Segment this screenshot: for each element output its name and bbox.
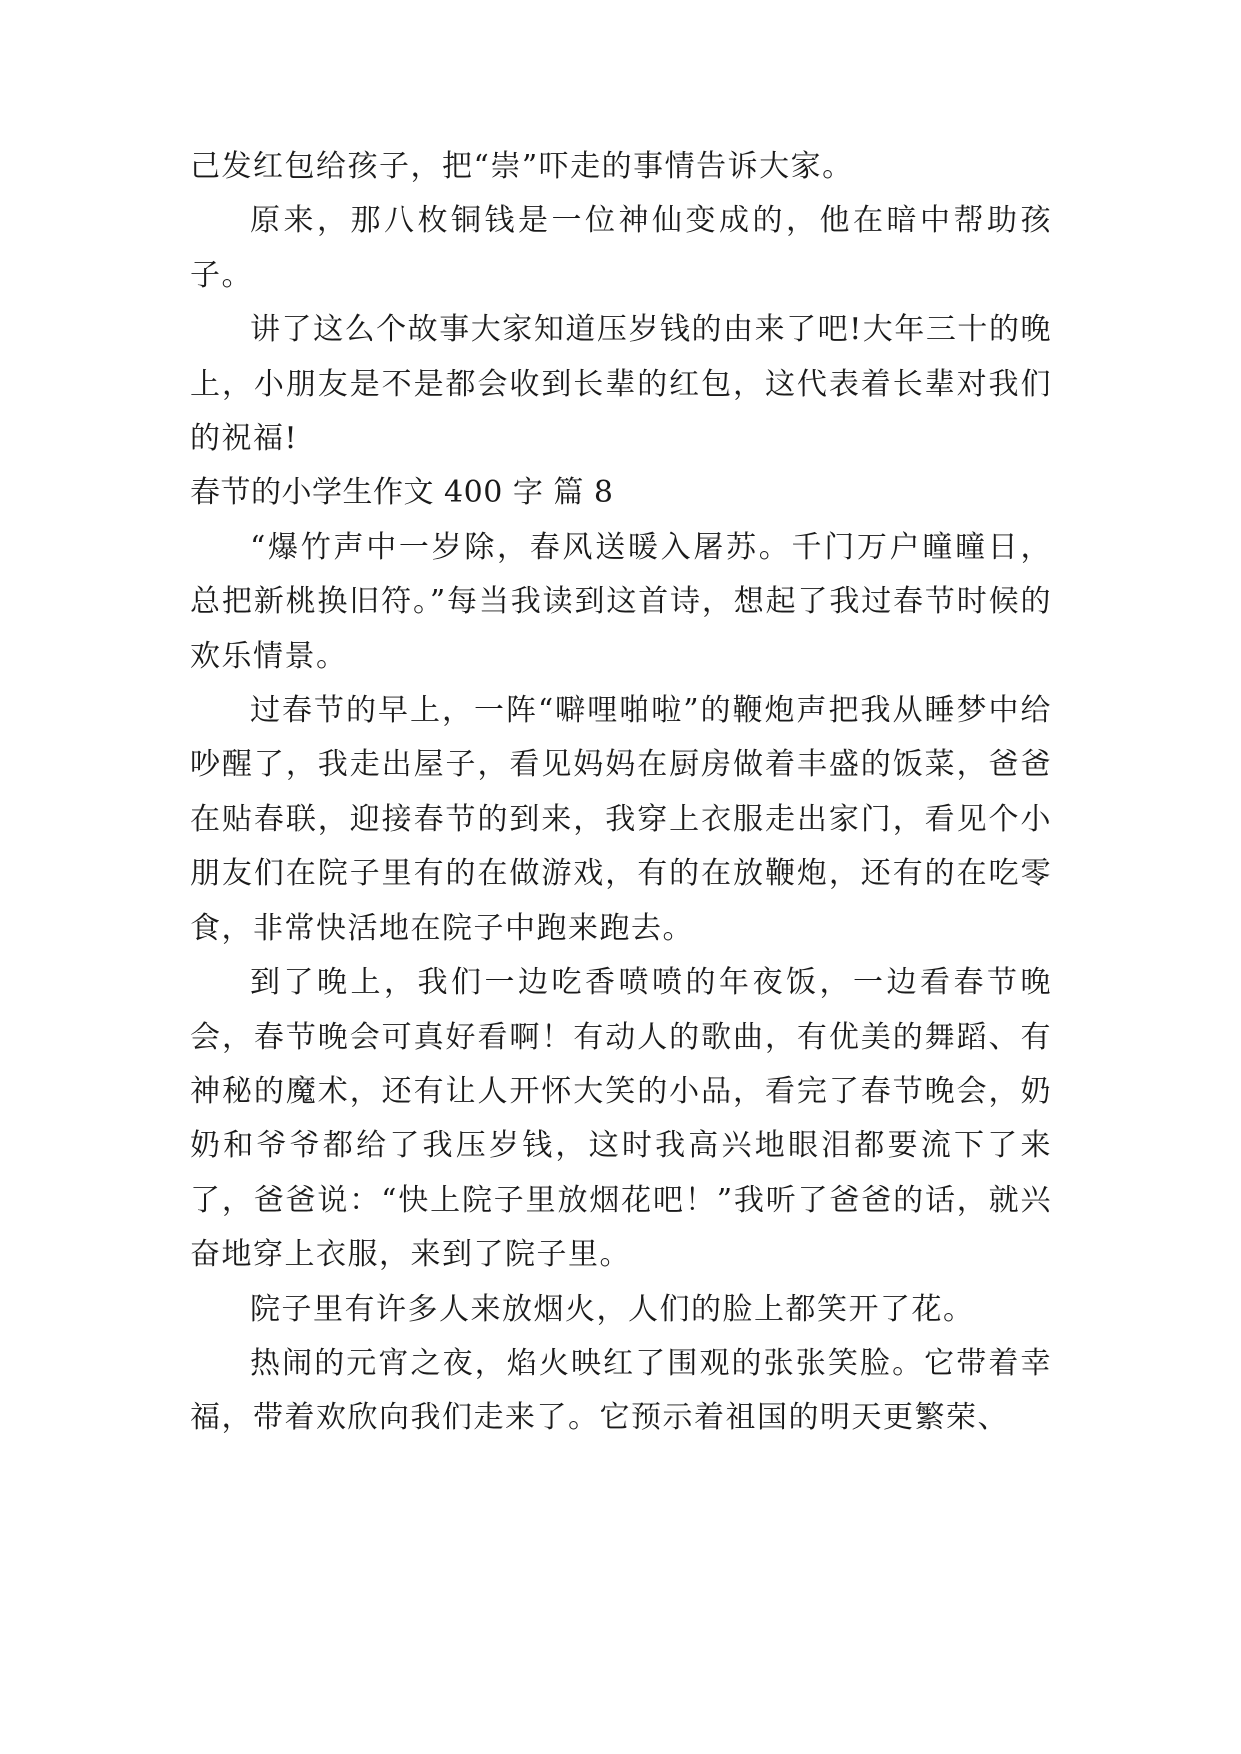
paragraph: 讲了这么个故事大家知道压岁钱的由来了吧!大年三十的晚上，小朋友是不是都会收到长辈的红包，这代表着长辈对我们的祝福! [190, 312, 1052, 457]
paragraph: 热闹的元宵之夜，焰火映红了围观的张张笑脸。它带着幸福，带着欢欣向我们走来了。它预示着祖国的明天更繁荣、 [190, 1345, 1052, 1436]
paragraph: 到了晚上，我们一边吃香喷喷的年夜饭，一边看春节晚会，春节晚会可真好看啊！有动人的歌曲，有优美的舞蹈、有神秘的魔术，还有让人开怀大笑的小品，看完了春节晚会，奶奶和爷爷都给了我压岁钱，这时我高兴地眼泪都要流下了来了，爸爸说：“快上院子里放烟花吧！”我听了爸爸的话，就兴奋地穿上衣服，来到了院子里。 [190, 965, 1052, 1273]
section-heading: 春节的小学生作文 400 字 篇 8 [190, 475, 614, 511]
paragraph: “爆竹声中一岁除，春风送暖入屠苏。千门万户曈曈日，总把新桃换旧符。”每当我读到这首诗，想起了我过春节时候的欢乐情景。 [190, 529, 1052, 674]
paragraph: 己发红包给孩子，把“崇”吓走的事情告诉大家。 [190, 149, 854, 184]
paragraph: 院子里有许多人来放烟火，人们的脸上都笑开了花。 [250, 1291, 975, 1327]
paragraph: 原来，那八枚铜钱是一位神仙变成的，他在暗中帮助孩子。 [190, 203, 1052, 293]
document-page [190, 140, 1052, 1446]
paragraph: 过春节的早上，一阵“噼哩啪啦”的鞭炮声把我从睡梦中给吵醒了，我走出屋子，看见妈妈在厨房做着丰盛的饭菜，爸爸在贴春联，迎接春节的到来，我穿上衣服走出家门，看见个小朋友们在院子里有的在做游戏，有的在放鞭炮，还有的在吃零食，非常快活地在院子中跑来跑去。 [190, 693, 1052, 946]
